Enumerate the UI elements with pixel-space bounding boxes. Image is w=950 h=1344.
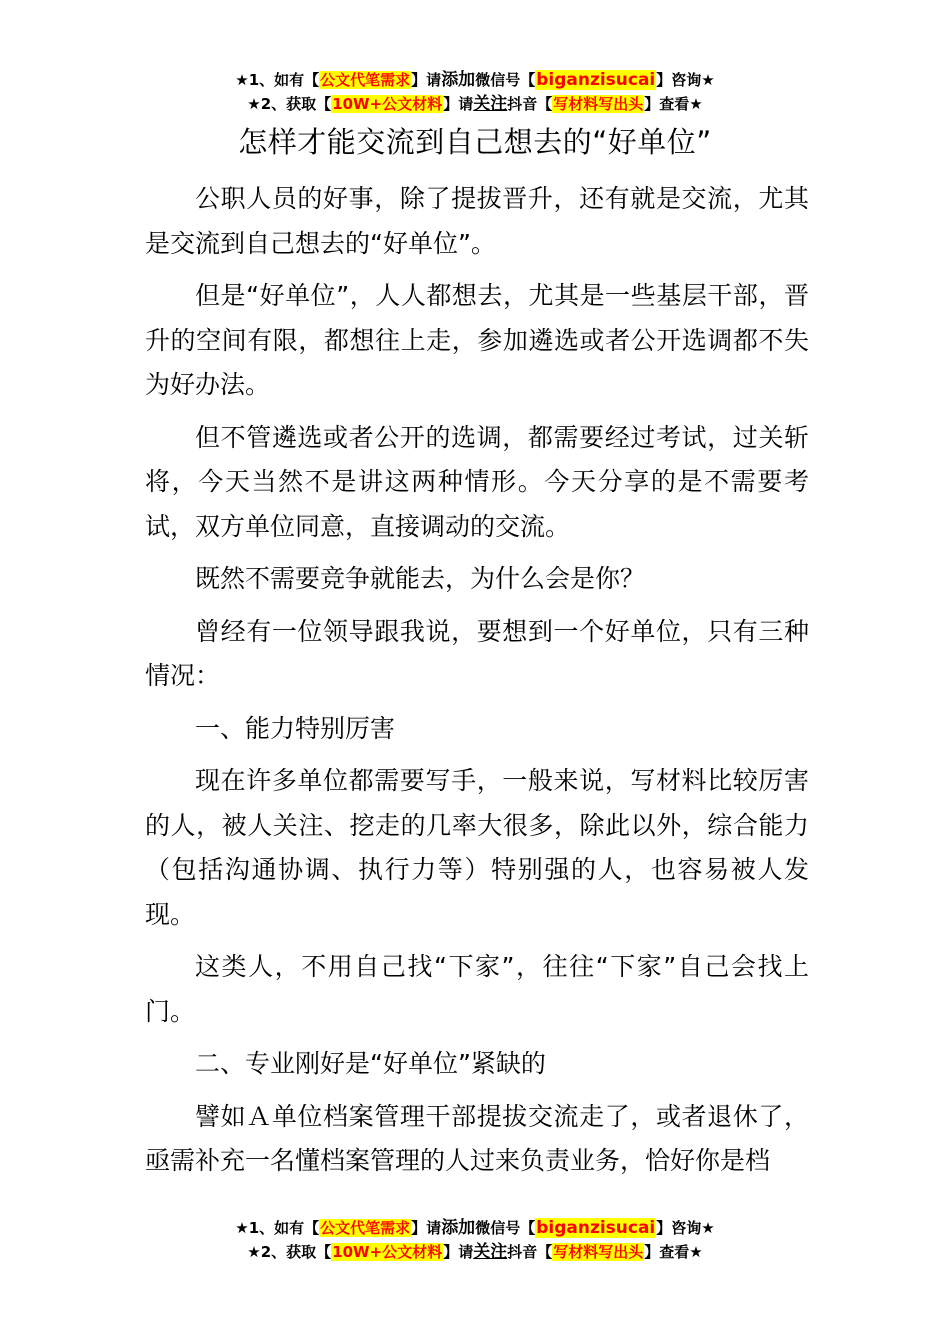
banner-text: 1、如有【: [248, 1219, 320, 1237]
article-body: [145, 177, 809, 1192]
banner-line-1: [0, 68, 950, 92]
star-icon: ★: [247, 95, 261, 113]
banner-text: 2、获取【: [260, 1243, 332, 1261]
banner-emphasis: 关注: [473, 1242, 508, 1262]
banner-emphasis: 添加: [441, 1218, 476, 1238]
highlight-service: 公文代笔需求: [320, 71, 411, 89]
banner-text: 抖音【: [507, 95, 553, 113]
document-title: 怎样才能交流到自己想去的“好单位”: [238, 125, 712, 159]
highlight-materials: 10W+公文材料: [332, 1243, 443, 1261]
highlight-wechat-id: biganzisucai: [536, 1218, 656, 1238]
banner-emphasis: 添加: [441, 70, 476, 90]
section-heading: 一、能力特别厉害: [195, 713, 396, 743]
banner-text: 微信号【: [475, 1219, 536, 1237]
star-icon: ★: [235, 71, 249, 89]
banner-text: 】查看★: [644, 95, 703, 113]
banner-line-1: [0, 1216, 950, 1240]
paragraph: 譬如Ａ单位档案管理干部提拔交流走了，或者退休了，亟需补充一名懂档案管理的人过来负责业务，恰好你是档: [145, 1101, 809, 1175]
paragraph: 但是“好单位”，人人都想去，尤其是一些基层干部，晋升的空间有限，都想往上走，参加遴选或者公开选调都不失为好办法。: [145, 281, 809, 399]
star-icon: ★: [235, 1219, 249, 1237]
highlight-wechat-id: biganzisucai: [536, 70, 656, 90]
banner-text: 】请: [411, 71, 442, 89]
banner-line-2: [0, 92, 950, 116]
banner-line-2: [0, 1240, 950, 1264]
section-heading: 二、专业刚好是“好单位”紧缺的: [195, 1049, 546, 1078]
footer-banner: [0, 1216, 950, 1264]
highlight-douyin-account: 写材料写出头: [553, 95, 644, 113]
paragraph: 但不管遴选或者公开的选调，都需要经过考试，过关斩将，今天当然不是讲这两种情形。今天分享的是不需要考试，双方单位同意，直接调动的交流。: [145, 422, 809, 541]
highlight-douyin-account: 写材料写出头: [553, 1243, 644, 1261]
banner-text: 抖音【: [507, 1243, 553, 1261]
banner-text: 】查看★: [644, 1243, 703, 1261]
paragraph: 曾经有一位领导跟我说，要想到一个好单位，只有三种情况：: [145, 616, 809, 690]
banner-text: 】咨询★: [656, 1219, 715, 1237]
banner-emphasis: 关注: [473, 94, 508, 114]
header-banner: [0, 68, 950, 116]
banner-text: 】请: [443, 95, 474, 113]
paragraph: 这类人，不用自己找“下家”，往往“下家”自己会找上门。: [145, 952, 809, 1026]
highlight-materials: 10W+公文材料: [332, 95, 443, 113]
paragraph: 现在许多单位都需要写手，一般来说，写材料比较厉害的人，被人关注、挖走的几率大很多，除此以外，综合能力（包括沟通协调、执行力等）特别强的人，也容易被人发现。: [145, 766, 809, 929]
banner-text: 】请: [443, 1243, 474, 1261]
banner-text: 微信号【: [475, 71, 536, 89]
paragraph: 公职人员的好事，除了提拔晋升，还有就是交流，尤其是交流到自己想去的“好单位”。: [145, 184, 809, 258]
paragraph: 既然不需要竞争就能去，为什么会是你？: [195, 564, 646, 593]
banner-text: 2、获取【: [260, 95, 332, 113]
banner-text: 1、如有【: [248, 71, 320, 89]
star-icon: ★: [247, 1243, 261, 1261]
banner-text: 】请: [411, 1219, 442, 1237]
banner-text: 】咨询★: [656, 71, 715, 89]
highlight-service: 公文代笔需求: [320, 1219, 411, 1237]
